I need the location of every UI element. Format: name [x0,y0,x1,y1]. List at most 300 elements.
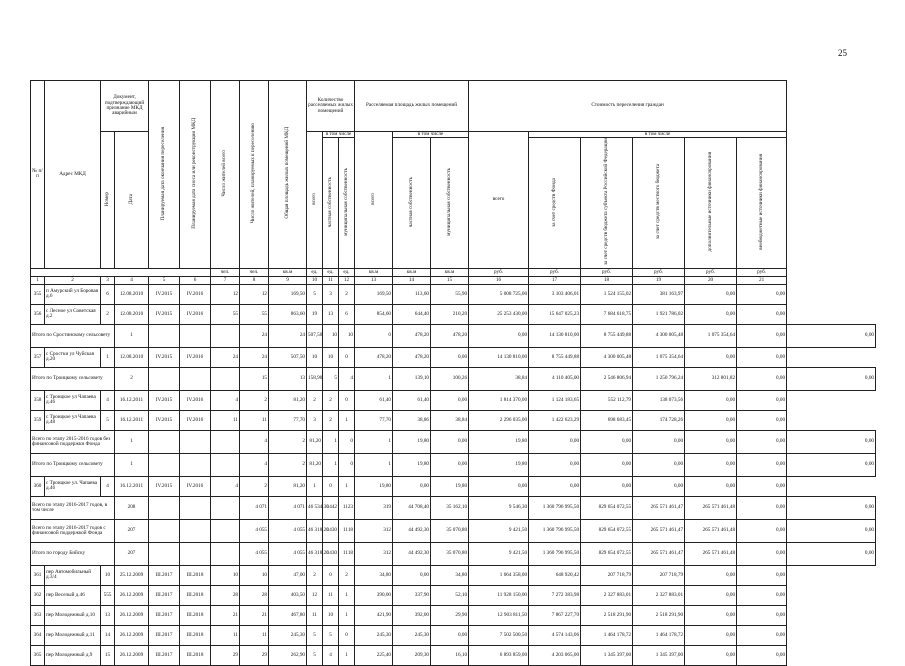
table-cell: 0,00 [737,324,787,347]
table-cell: IV.2016 [180,390,211,410]
table-cell: 363 [31,605,45,625]
table-cell: 5 [101,410,115,430]
table-cell: 210,20 [431,304,469,324]
table-cell: 10 [240,565,269,585]
column-number: 6 [180,276,211,284]
table-cell: 4 574 143,06 [529,625,581,645]
table-cell: 21 [211,605,240,625]
column-number: 13 [355,276,393,284]
address-cell: пер Автомобильный д.3/4 [45,565,101,585]
table-cell [149,430,180,453]
table-cell: 208 [115,496,149,519]
address-cell: пер Молодежный д.10 [45,605,101,625]
table-cell: 19,80 [393,453,431,476]
table-cell: 4 300 005,48 [633,324,685,347]
table-cell: 6 [339,304,355,324]
table-cell: 2 [101,304,115,324]
table-cell: 100,26 [431,367,469,390]
table-cell: III.2018 [180,645,211,665]
table-cell: 24 [240,347,269,367]
table-cell: 11 [211,625,240,645]
table-cell: 35 162,10 [431,496,469,519]
table-cell: 19 [307,304,323,324]
table-cell: 11 [211,410,240,430]
table-cell: 555 [101,585,115,605]
table-cell: 24 [211,347,240,367]
table-cell: 81,20 [269,476,307,496]
table-cell: 10 [323,605,339,625]
table-cell: 81,20 [307,453,323,476]
table-cell: 1 [101,347,115,367]
table-cell: 4 [323,645,339,665]
column-number: 21 [737,276,787,284]
unit-cell: руб. [633,268,685,276]
table-cell: 0 [339,625,355,645]
table-cell: 1 [307,476,323,496]
col-local: за счет средств местного бюджета [633,138,685,269]
table-cell: 0,00 [737,410,787,430]
table-cell: 14 130 810,00 [529,324,581,347]
table-cell: 16.12.2011 [115,410,149,430]
table-cell [211,496,240,519]
table-cell: 10 [211,565,240,585]
table-cell: 38,84 [431,410,469,430]
table-cell: 11 [240,410,269,430]
table-cell: 478,20 [355,347,393,367]
table-cell: 5 [323,367,339,390]
table-cell: IV.2015 [149,347,180,367]
table-cell: IV.2015 [149,284,180,304]
table-cell: 0,00 [431,430,469,453]
table-cell [149,324,180,347]
column-number: 12 [339,276,355,284]
table-cell: 169,50 [269,284,307,304]
table-cell [180,496,211,519]
table-cell [211,324,240,347]
table-cell: 0,00 [737,476,787,496]
table-cell: 28 [211,585,240,605]
table-cell: 478,20 [393,347,431,367]
table-cell: 829 654 072,55 [581,519,633,542]
table-cell: 0,00 [685,565,737,585]
table-cell: 698 683,45 [581,410,633,430]
table-cell: 1 [339,645,355,665]
table-cell: IV.2016 [180,284,211,304]
table-row [31,410,876,430]
col-doc-date: Дата [115,132,149,269]
table-cell: 47,00 [269,565,307,585]
column-number: 9 [269,276,307,284]
table-cell: 0,00 [737,367,787,390]
table-cell: 4 300 005,48 [581,347,633,367]
summary-row [31,496,876,519]
column-number: 11 [323,276,339,284]
col-doc-number: Номер [101,132,115,269]
table-cell: 4 055 [240,542,269,565]
table-cell: 4 055 [269,519,307,542]
table-cell: 245,30 [393,625,431,645]
summary-label: Итого по Троицкому сельсовету [31,453,115,476]
unit-cell: чел. [240,268,269,276]
table-cell: 355 [31,284,45,304]
table-cell: 0,00 [685,347,737,367]
table-cell: 552 112,79 [581,390,633,410]
table-cell: 1 [339,476,355,496]
table-cell: 854,60 [355,304,393,324]
table-cell: 478,20 [431,324,469,347]
table-cell: 2 296 035,00 [469,410,529,430]
column-numbers-row [31,276,876,284]
table-cell: 5 [307,625,323,645]
table-cell: 358 [31,390,45,410]
table-cell: 1 [355,453,393,476]
table-cell: 245,30 [355,625,393,645]
table-cell: 12.08.2010 [115,284,149,304]
table-cell: 0,00 [685,645,737,665]
table-cell: 10 [323,324,339,347]
table-cell: 0,00 [787,367,876,390]
table-cell: 4 055 [240,519,269,542]
table-cell: 2 327 883,01 [633,585,685,605]
table-cell: 0,00 [737,585,787,605]
table-cell: IV.2015 [149,390,180,410]
table-cell: 2 [269,453,307,476]
table-cell: 24 [240,324,269,347]
table-cell: 829 654 072,55 [581,496,633,519]
column-number: 10 [307,276,323,284]
table-cell: 46 318,20 [307,519,323,542]
column-number: 5 [149,276,180,284]
table-cell: 0,00 [529,430,581,453]
unit-cell: руб. [529,268,581,276]
unit-cell: чел. [211,268,240,276]
column-number: 19 [633,276,685,284]
table-cell: 14 [101,625,115,645]
summary-label: Итого по Сростинскому сельсовету [31,324,115,347]
table-cell [180,367,211,390]
table-cell: 1 345 397,00 [633,645,685,665]
table-row [31,476,876,496]
table-cell: 169,50 [355,284,393,304]
summary-row [31,430,876,453]
table-cell: 138 073,56 [633,390,685,410]
unit-cell: кв.м [269,268,307,276]
table-cell: 265 571 461,48 [685,519,737,542]
table-cell: 357 [31,347,45,367]
col-area-total: всего [355,132,393,269]
table-cell: 0,00 [685,304,737,324]
table-cell: 0,00 [685,453,737,476]
table-cell: 8 755 449,88 [581,324,633,347]
col-extrabudget: внебюджетные источники финансирования [737,138,787,269]
table-cell: 0,00 [685,625,737,645]
table-cell: 2 [240,390,269,410]
table-cell: 0,00 [737,565,787,585]
col-area-municipal: муниципальная собственность [431,138,469,269]
table-cell [211,367,240,390]
table-cell: 29,90 [431,605,469,625]
table-cell: 0 [323,565,339,585]
table-cell: 9 421,50 [469,519,529,542]
table-cell: 361 [31,565,45,585]
col-additional: дополнительные источники финансирования [685,138,737,269]
table-cell: 4 [240,430,269,453]
table-cell: 55,90 [431,284,469,304]
table-cell: 0,00 [685,410,737,430]
table-cell: 1 921 786,02 [633,304,685,324]
table-cell: 362 [31,585,45,605]
table-cell: 0,00 [633,430,685,453]
table-cell: 5 [307,284,323,304]
table-cell: 4 203 065,00 [529,645,581,665]
table-cell: 0,00 [685,585,737,605]
col-rooms-count: Количество расселяемых жилых помещений [307,81,355,132]
unit-cell: руб. [685,268,737,276]
address-cell: пер Молодежный д.9 [45,645,101,665]
table-cell: 265 571 461,48 [685,542,737,565]
column-number: 15 [431,276,469,284]
col-planned-demolish: Планируемая дата сноса или реконструкции МКД [180,81,211,269]
column-number: 14 [393,276,431,284]
table-cell: 0,00 [685,430,737,453]
table-row [31,284,876,304]
address-cell: с Сростки ул Чуйская д.20 [45,347,101,367]
table-cell: 2 [269,430,307,453]
table-cell: 1 [339,585,355,605]
col-federal: за счет средств бюджета субъекта Российской Федерации [581,138,633,269]
table-cell: 1 464 178,72 [633,625,685,645]
table-cell: 7 272 383,98 [529,585,581,605]
table-cell: 16.12.2011 [115,390,149,410]
table-cell: 15 [240,367,269,390]
table-cell: 207 718,79 [633,565,685,585]
table-cell: III.2018 [180,625,211,645]
table-cell: III.2018 [180,565,211,585]
table-cell: 7 502 500,50 [469,625,529,645]
col-rooms-private: частная собственность [323,138,339,269]
table-cell: 34,80 [355,565,393,585]
table-cell: 0,00 [737,284,787,304]
table-cell: III.2017 [149,585,180,605]
address-cell: пер Веселый д.46 [45,585,101,605]
table-cell: 4 [211,390,240,410]
table-cell: 2 546 806,94 [581,367,633,390]
table-cell: 19,80 [469,430,529,453]
table-cell: 0,00 [581,453,633,476]
table-cell: 0,00 [529,476,581,496]
table-cell: 364 [31,625,45,645]
unit-cell: руб. [737,268,787,276]
table-cell: 19,80 [469,453,529,476]
table-cell: 25 253 430,00 [469,304,529,324]
table-cell: 1 [115,324,149,347]
table-cell: 359 [31,410,45,430]
table-cell: 381 163,97 [633,284,685,304]
table-cell: 13 [269,367,307,390]
table-cell: 0,00 [787,453,876,476]
table-cell: 0,00 [737,645,787,665]
table-cell: 11 [323,585,339,605]
table-cell: 1442 [323,496,339,519]
col-doc: Документ, подтверждающий признание МКД аварийным [101,81,149,132]
table-cell: 26.12.2009 [115,625,149,645]
table-row [31,565,876,585]
table-cell [211,542,240,565]
table-cell: 644,40 [393,304,431,324]
table-cell: 4 071 [269,496,307,519]
col-fund: за счет средств Фонда [529,138,581,269]
table-cell: 4 [240,453,269,476]
table-cell: 2 [323,390,339,410]
table-cell: 2 [339,284,355,304]
table-cell: 1 [323,453,339,476]
table-row [31,625,876,645]
table-cell: 4 [211,476,240,496]
table-cell: 174 728,26 [633,410,685,430]
summary-row [31,367,876,390]
table-cell: 0,00 [787,324,876,347]
unit-cell: кв.м [355,268,393,276]
table-cell: 12 903 811,50 [469,605,529,625]
table-cell: 1 [115,430,149,453]
table-cell: 207 [115,542,149,565]
table-cell: 2 518 291,90 [633,605,685,625]
table-cell: 1 464 178,72 [581,625,633,645]
table-row [31,390,876,410]
table-cell: 2 [307,565,323,585]
table-cell: 46 318,20 [307,542,323,565]
table-cell: 507,50 [269,347,307,367]
table-cell: 1 [115,453,149,476]
table-cell: 0 [339,347,355,367]
table-cell [149,367,180,390]
table-cell: 2 327 883,01 [581,585,633,605]
summary-label: Всего по этапу 2016-2017 годов, в том числе [31,496,115,519]
table-cell: 158,90 [307,367,323,390]
table-cell: 29 [240,645,269,665]
table-cell: 1 [339,410,355,430]
table-cell: 11 [240,625,269,645]
table-row [31,304,876,324]
table-cell: IV.2016 [180,347,211,367]
table-cell: 0,00 [685,390,737,410]
resettlement-table [30,80,876,666]
col-cost-incl: в том числе [529,132,787,138]
column-number: 18 [581,276,633,284]
table-cell: 12.08.2010 [115,347,149,367]
table-cell: 14 130 810,00 [469,347,529,367]
address-cell: с Лесное ул Советская д.2 [45,304,101,324]
unit-cell: руб. [469,268,529,276]
table-cell: 25.12.2009 [115,565,149,585]
table-cell: 0,00 [737,304,787,324]
table-cell: 44 492,30 [393,519,431,542]
table-cell: 0,00 [685,284,737,304]
table-cell: 265 571 461,47 [633,542,685,565]
table-cell: 0,00 [737,519,787,542]
units-row [31,268,876,276]
table-cell: 0,00 [431,625,469,645]
table-cell [211,519,240,542]
table-cell: 61,40 [355,390,393,410]
table-cell: 24 [269,324,307,347]
table-cell: 10 [323,347,339,367]
table-cell: 0,00 [787,519,876,542]
summary-row [31,519,876,542]
table-cell: III.2017 [149,645,180,665]
table-cell: 319 [355,496,393,519]
column-number: 20 [685,276,737,284]
table-cell: 2 [115,367,149,390]
table-cell: 0 [355,324,393,347]
column-number: 17 [529,276,581,284]
table-cell: 0,00 [737,605,787,625]
table-cell: 81,20 [307,430,323,453]
table-cell: 648 920,42 [529,565,581,585]
col-rooms-municipal: муниципальная собственность [339,138,355,269]
table-cell: 2 [323,410,339,430]
table-cell: 81,20 [269,390,307,410]
table-row [31,605,876,625]
table-cell: 21 [240,605,269,625]
table-cell: 1118 [339,519,355,542]
table-cell: 10 [101,565,115,585]
table-cell: 1 [355,367,393,390]
col-residents-planned: Число жителей, планируемых к переселению [240,81,269,269]
summary-row [31,453,876,476]
table-cell: 5 [323,625,339,645]
table-cell: 1 064 358,00 [469,565,529,585]
table-cell: 392,00 [393,605,431,625]
table-cell: 6 893 859,00 [469,645,529,665]
table-cell [149,453,180,476]
summary-label: Всего по этапу 2016-2017 годов с финансовой поддержкой Фонда [31,519,115,542]
table-cell: 26.12.2009 [115,585,149,605]
col-area-incl: в том числе [393,132,469,138]
table-cell: 0,00 [737,542,787,565]
table-cell: 55 [211,304,240,324]
table-cell: 9 421,50 [469,542,529,565]
table-cell: 312 [355,519,393,542]
page-number: 25 [838,48,847,58]
table-cell: IV.2016 [180,476,211,496]
table-cell: 390,00 [355,585,393,605]
table-cell: 209,30 [393,645,431,665]
table-cell: 19,80 [393,430,431,453]
table-cell: 1 075 354,64 [685,324,737,347]
table-cell: 4 [101,390,115,410]
summary-label: Итого по городу Бийску [31,542,115,565]
table-cell: 0,00 [529,453,581,476]
table-cell: 29 [211,645,240,665]
column-number: 3 [101,276,115,284]
table-cell: III.2018 [180,585,211,605]
table-cell: 19,80 [431,476,469,496]
table-cell: 10 [307,347,323,367]
table-cell: 312 [355,542,393,565]
table-cell: 403,50 [269,585,307,605]
table-cell: 863,60 [269,304,307,324]
table-cell: 0,00 [633,453,685,476]
unit-cell: ед. [339,268,355,276]
table-cell: 139,10 [393,367,431,390]
table-cell: 1 [355,430,393,453]
table-cell: IV.2016 [180,304,211,324]
table-cell: 3 [323,284,339,304]
table-cell: 13 [101,605,115,625]
table-cell: 467,80 [269,605,307,625]
table-cell: 0,00 [393,565,431,585]
